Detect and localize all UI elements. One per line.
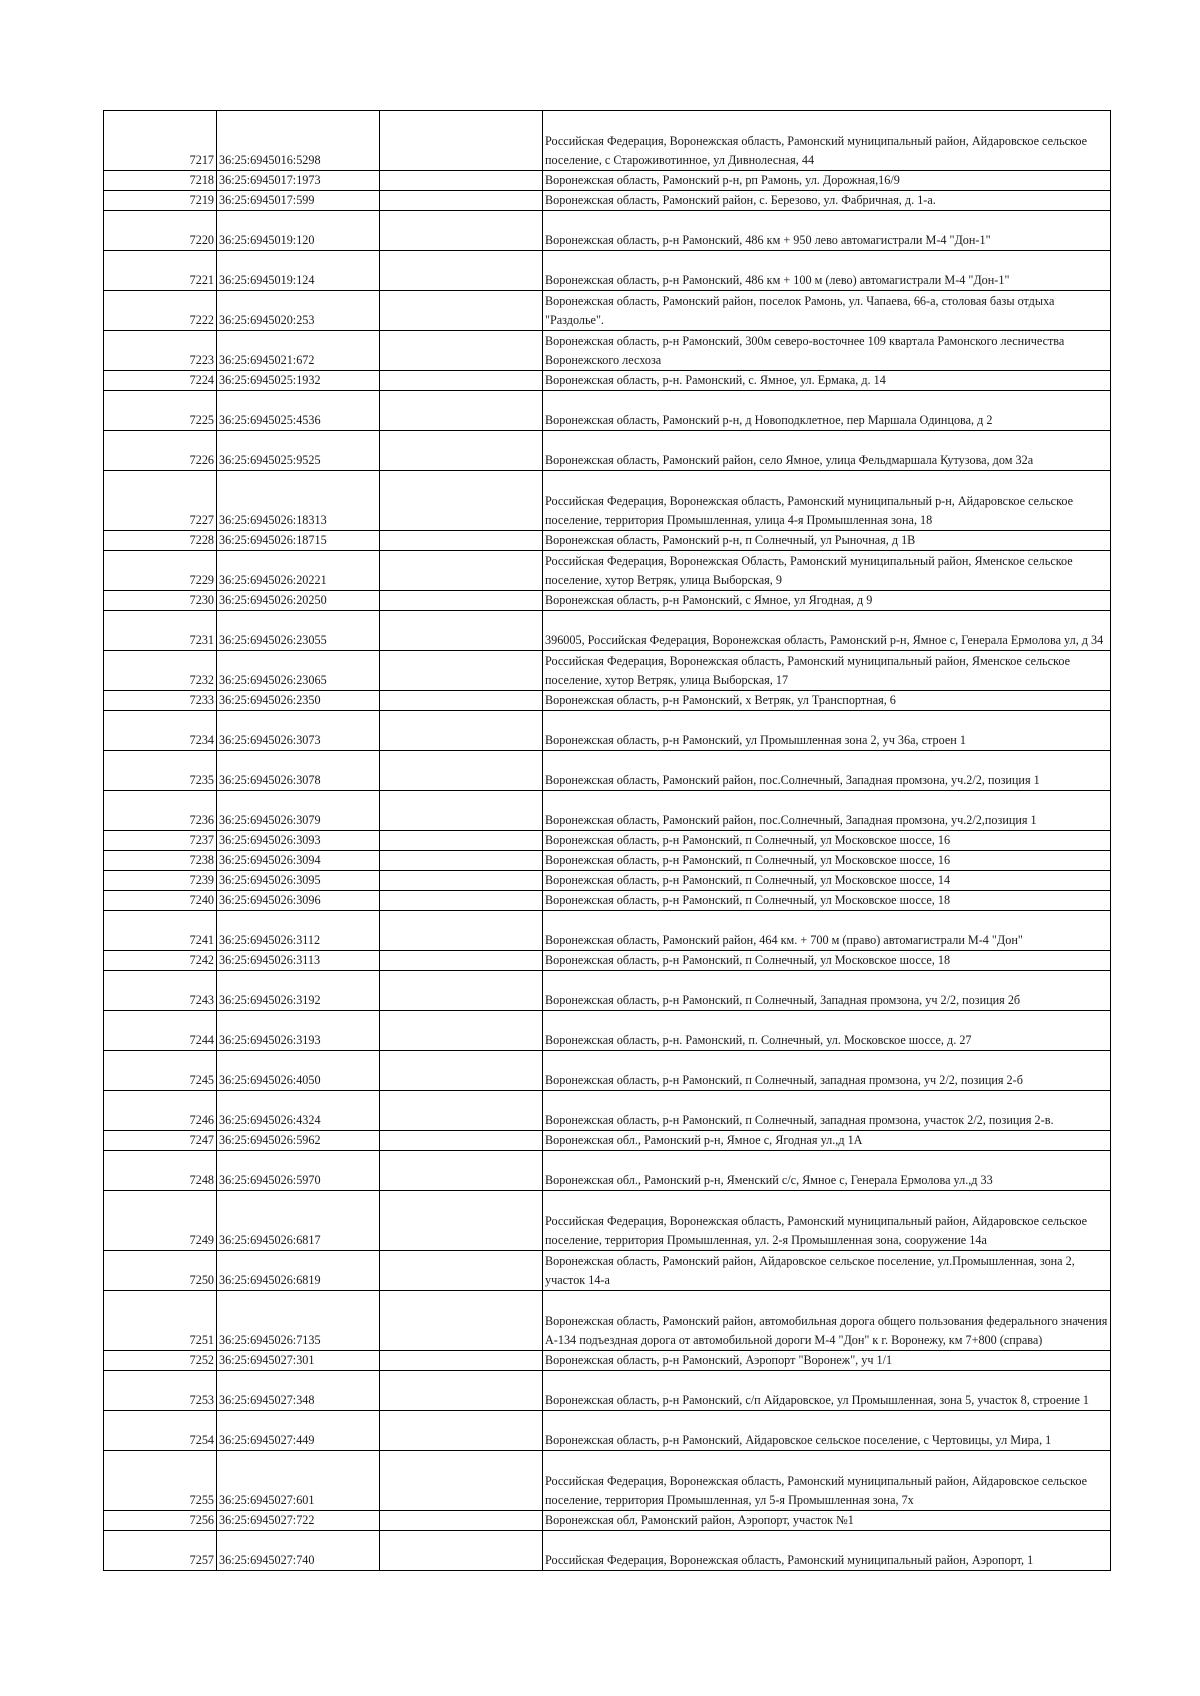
cadastral-number: 36:25:6945025:1932 xyxy=(217,371,380,391)
table-row xyxy=(104,611,1111,651)
address-cell: Воронежская область, Рамонский район, автомобильная дорога общего пользования федерального значения А-134 подъездная дорога от автомобильной дороги М-4 "Дон" к г. Воронежу, км 7+800 (справа) xyxy=(543,1291,1111,1351)
row-number: 7219 xyxy=(104,191,217,211)
cadastral-number: 36:25:6945017:1973 xyxy=(217,171,380,191)
table-row xyxy=(104,331,1111,371)
cadastral-number: 36:25:6945027:601 xyxy=(217,1451,380,1511)
table-row xyxy=(104,971,1111,1011)
empty-cell xyxy=(380,211,543,251)
table-row xyxy=(104,1051,1111,1091)
cadastral-number: 36:25:6945025:9525 xyxy=(217,431,380,471)
table-row xyxy=(104,431,1111,471)
table-row xyxy=(104,1411,1111,1451)
cadastral-number: 36:25:6945026:5970 xyxy=(217,1151,380,1191)
cadastral-number: 36:25:6945027:348 xyxy=(217,1371,380,1411)
empty-cell xyxy=(380,1131,543,1151)
empty-cell xyxy=(380,1451,543,1511)
table-row xyxy=(104,171,1111,191)
row-number: 7256 xyxy=(104,1511,217,1531)
cadastral-number: 36:25:6945026:3078 xyxy=(217,751,380,791)
address-cell: Российская Федерация, Воронежская область, Рамонский муниципальный район, Яменское сельское поселение, хутор Ветряк, улица Выборская, 17 xyxy=(543,651,1111,691)
table-row xyxy=(104,391,1111,431)
empty-cell xyxy=(380,1091,543,1131)
cadastral-number: 36:25:6945026:3093 xyxy=(217,831,380,851)
empty-cell xyxy=(380,371,543,391)
row-number: 7235 xyxy=(104,751,217,791)
address-cell: Воронежская область, р-н Рамонский, с Ямное, ул Ягодная, д 9 xyxy=(543,591,1111,611)
row-number: 7221 xyxy=(104,251,217,291)
row-number: 7227 xyxy=(104,471,217,531)
address-cell: Воронежская область, р-н Рамонский, ул Промышленная зона 2, уч 36а, строен 1 xyxy=(543,711,1111,751)
cadastral-number: 36:25:6945026:18313 xyxy=(217,471,380,531)
cadastral-number: 36:25:6945026:3073 xyxy=(217,711,380,751)
address-cell: Воронежская область, р-н. Рамонский, п. Солнечный, ул. Московское шоссе, д. 27 xyxy=(543,1011,1111,1051)
cadastral-number: 36:25:6945026:3112 xyxy=(217,911,380,951)
row-number: 7220 xyxy=(104,211,217,251)
cadastral-number: 36:25:6945026:23055 xyxy=(217,611,380,651)
empty-cell xyxy=(380,1191,543,1251)
address-cell: Воронежская обл., Рамонский р-н, Ямное с, Ягодная ул.,д 1А xyxy=(543,1131,1111,1151)
address-cell: Воронежская область, р-н Рамонский, х Ветряк, ул Транспортная, 6 xyxy=(543,691,1111,711)
table-row xyxy=(104,1131,1111,1151)
address-cell: Воронежская область, Рамонский район, с. Березово, ул. Фабричная, д. 1-а. xyxy=(543,191,1111,211)
table-row xyxy=(104,1151,1111,1191)
row-number: 7257 xyxy=(104,1531,217,1571)
address-cell: Воронежская область, р-н Рамонский, п Солнечный, ул Московское шоссе, 14 xyxy=(543,871,1111,891)
cadastral-number: 36:25:6945020:253 xyxy=(217,291,380,331)
row-number: 7243 xyxy=(104,971,217,1011)
row-number: 7252 xyxy=(104,1351,217,1371)
empty-cell xyxy=(380,891,543,911)
cadastral-number: 36:25:6945026:23065 xyxy=(217,651,380,691)
table-body xyxy=(104,111,1111,1571)
cadastral-number: 36:25:6945026:3192 xyxy=(217,971,380,1011)
cadastral-number: 36:25:6945027:740 xyxy=(217,1531,380,1571)
empty-cell xyxy=(380,1351,543,1371)
row-number: 7234 xyxy=(104,711,217,751)
table-row xyxy=(104,651,1111,691)
address-cell: Российская Федерация, Воронежская Область, Рамонский муниципальный район, Яменское сельское поселение, хутор Ветряк, улица Выборская, 9 xyxy=(543,551,1111,591)
table-row xyxy=(104,1371,1111,1411)
empty-cell xyxy=(380,691,543,711)
table-row xyxy=(104,211,1111,251)
empty-cell xyxy=(380,1411,543,1451)
empty-cell xyxy=(380,331,543,371)
cadastral-number: 36:25:6945025:4536 xyxy=(217,391,380,431)
row-number: 7254 xyxy=(104,1411,217,1451)
cadastral-number: 36:25:6945026:3095 xyxy=(217,871,380,891)
table-row xyxy=(104,551,1111,591)
row-number: 7232 xyxy=(104,651,217,691)
row-number: 7225 xyxy=(104,391,217,431)
table-row xyxy=(104,251,1111,291)
address-cell: Российская Федерация, Воронежская область, Рамонский муниципальный р-н, Айдаровское сельское поселение, территория Промышленная, улица 4-я Промышленная зона, 18 xyxy=(543,471,1111,531)
cadastral-number: 36:25:6945027:301 xyxy=(217,1351,380,1371)
row-number: 7230 xyxy=(104,591,217,611)
address-cell: Воронежская обл, Рамонский район, Аэропорт, участок №1 xyxy=(543,1511,1111,1531)
address-cell: Воронежская область, Рамонский район, Айдаровское сельское поселение, ул.Промышленная, зона 2, участок 14-а xyxy=(543,1251,1111,1291)
empty-cell xyxy=(380,1051,543,1091)
empty-cell xyxy=(380,871,543,891)
empty-cell xyxy=(380,431,543,471)
address-cell: Воронежская область, р-н Рамонский, Аэропорт "Воронеж", уч 1/1 xyxy=(543,1351,1111,1371)
empty-cell xyxy=(380,531,543,551)
table-row xyxy=(104,1291,1111,1351)
address-cell: Воронежская область, р-н Рамонский, 300м северо-восточнее 109 квартала Рамонского лесничества Воронежского лесхоза xyxy=(543,331,1111,371)
empty-cell xyxy=(380,651,543,691)
table-row xyxy=(104,1011,1111,1051)
cadastral-number: 36:25:6945026:3113 xyxy=(217,951,380,971)
empty-cell xyxy=(380,951,543,971)
cadastral-number: 36:25:6945026:20221 xyxy=(217,551,380,591)
cadastral-number: 36:25:6945026:7135 xyxy=(217,1291,380,1351)
empty-cell xyxy=(380,611,543,651)
row-number: 7255 xyxy=(104,1451,217,1511)
empty-cell xyxy=(380,1291,543,1351)
address-cell: Воронежская область, р-н Рамонский, 486 км + 950 лево автомагистрали М-4 "Дон-1" xyxy=(543,211,1111,251)
address-cell: Воронежская область, Рамонский р-н, д Новоподклетное, пер Маршала Одинцова, д 2 xyxy=(543,391,1111,431)
table-row xyxy=(104,1451,1111,1511)
table-row xyxy=(104,291,1111,331)
row-number: 7229 xyxy=(104,551,217,591)
empty-cell xyxy=(380,251,543,291)
table-row xyxy=(104,791,1111,831)
cadastral-number: 36:25:6945027:722 xyxy=(217,1511,380,1531)
row-number: 7228 xyxy=(104,531,217,551)
table-row xyxy=(104,1351,1111,1371)
address-cell: Воронежская область, р-н Рамонский, с/п Айдаровское, ул Промышленная, зона 5, участок 8, строение 1 xyxy=(543,1371,1111,1411)
address-cell: Воронежская область, р-н Рамонский, п Солнечный, ул Московское шоссе, 18 xyxy=(543,951,1111,971)
row-number: 7218 xyxy=(104,171,217,191)
address-cell: Российская Федерация, Воронежская область, Рамонский муниципальный район, Айдаровское сельское поселение, территория Промышленная, ул. 2-я Промышленная зона, сооружение 14а xyxy=(543,1191,1111,1251)
address-cell: Воронежская область, Рамонский район, 464 км. + 700 м (право) автомагистрали М-4 "Дон" xyxy=(543,911,1111,951)
table-row xyxy=(104,711,1111,751)
cadastral-number: 36:25:6945026:6817 xyxy=(217,1191,380,1251)
row-number: 7224 xyxy=(104,371,217,391)
table-row xyxy=(104,1531,1111,1571)
row-number: 7251 xyxy=(104,1291,217,1351)
row-number: 7226 xyxy=(104,431,217,471)
cadastral-number: 36:25:6945026:4324 xyxy=(217,1091,380,1131)
empty-cell xyxy=(380,191,543,211)
row-number: 7240 xyxy=(104,891,217,911)
row-number: 7245 xyxy=(104,1051,217,1091)
empty-cell xyxy=(380,711,543,751)
empty-cell xyxy=(380,791,543,831)
empty-cell xyxy=(380,171,543,191)
address-cell: Воронежская область, Рамонский район, пос.Солнечный, Западная промзона, уч.2/2,позиция 1 xyxy=(543,791,1111,831)
empty-cell xyxy=(380,851,543,871)
table-row xyxy=(104,911,1111,951)
row-number: 7231 xyxy=(104,611,217,651)
empty-cell xyxy=(380,1151,543,1191)
address-cell: Воронежская область, р-н Рамонский, п Солнечный, западная промзона, участок 2/2, позиция 2-в. xyxy=(543,1091,1111,1131)
empty-cell xyxy=(380,1531,543,1571)
empty-cell xyxy=(380,751,543,791)
table-row xyxy=(104,1511,1111,1531)
row-number: 7217 xyxy=(104,111,217,171)
cadastral-number: 36:25:6945019:120 xyxy=(217,211,380,251)
cadastral-number: 36:25:6945026:5962 xyxy=(217,1131,380,1151)
empty-cell xyxy=(380,291,543,331)
cadastral-number: 36:25:6945027:449 xyxy=(217,1411,380,1451)
row-number: 7247 xyxy=(104,1131,217,1151)
table-row xyxy=(104,691,1111,711)
cadastral-number: 36:25:6945026:6819 xyxy=(217,1251,380,1291)
table-row xyxy=(104,871,1111,891)
address-cell: Воронежская область, р-н Рамонский, Айдаровское сельское поселение, с Чертовицы, ул Мира, 1 xyxy=(543,1411,1111,1451)
row-number: 7237 xyxy=(104,831,217,851)
row-number: 7239 xyxy=(104,871,217,891)
row-number: 7241 xyxy=(104,911,217,951)
table-row xyxy=(104,111,1111,171)
table-row xyxy=(104,1091,1111,1131)
empty-cell xyxy=(380,1371,543,1411)
empty-cell xyxy=(380,1511,543,1531)
cadastral-number: 36:25:6945026:18715 xyxy=(217,531,380,551)
table-row xyxy=(104,531,1111,551)
table-row xyxy=(104,191,1111,211)
row-number: 7242 xyxy=(104,951,217,971)
cadastral-number: 36:25:6945017:599 xyxy=(217,191,380,211)
address-cell: Воронежская обл., Рамонский р-н, Яменский с/с, Ямное с, Генерала Ермолова ул.,д 33 xyxy=(543,1151,1111,1191)
address-cell: Воронежская область, Рамонский район, поселок Рамонь, ул. Чапаева, 66-а, столовая базы отдыха "Раздолье". xyxy=(543,291,1111,331)
cadastral-number: 36:25:6945016:5298 xyxy=(217,111,380,171)
row-number: 7249 xyxy=(104,1191,217,1251)
cadastral-number: 36:25:6945026:3193 xyxy=(217,1011,380,1051)
cadastral-number: 36:25:6945019:124 xyxy=(217,251,380,291)
cadastral-number: 36:25:6945026:3094 xyxy=(217,851,380,871)
address-cell: Воронежская область, Рамонский р-н, рп Рамонь, ул. Дорожная,16/9 xyxy=(543,171,1111,191)
row-number: 7223 xyxy=(104,331,217,371)
empty-cell xyxy=(380,551,543,591)
table-row xyxy=(104,471,1111,531)
empty-cell xyxy=(380,111,543,171)
cadastral-number: 36:25:6945026:3096 xyxy=(217,891,380,911)
row-number: 7246 xyxy=(104,1091,217,1131)
table-row xyxy=(104,831,1111,851)
row-number: 7250 xyxy=(104,1251,217,1291)
table-row xyxy=(104,1191,1111,1251)
cadastral-number: 36:25:6945026:4050 xyxy=(217,1051,380,1091)
address-cell: Воронежская область, р-н Рамонский, п Солнечный, Западная промзона, уч 2/2, позиция 2б xyxy=(543,971,1111,1011)
empty-cell xyxy=(380,911,543,951)
table-row xyxy=(104,751,1111,791)
address-cell: Российская Федерация, Воронежская область, Рамонский муниципальный район, Аэропорт, 1 xyxy=(543,1531,1111,1571)
address-cell: Российская Федерация, Воронежская область, Рамонский муниципальный район, Айдаровское сельское поселение, с Староживотинное, ул Дивнолесная, 44 xyxy=(543,111,1111,171)
cadastral-number: 36:25:6945026:2350 xyxy=(217,691,380,711)
row-number: 7244 xyxy=(104,1011,217,1051)
address-cell: Воронежская область, р-н Рамонский, 486 км + 100 м (лево) автомагистрали М-4 "Дон-1" xyxy=(543,251,1111,291)
address-cell: 396005, Российская Федерация, Воронежская область, Рамонский р-н, Ямное с, Генерала Ермолова ул, д 34 xyxy=(543,611,1111,651)
address-cell: Воронежская область, р-н Рамонский, п Солнечный, ул Московское шоссе, 16 xyxy=(543,851,1111,871)
cadastral-number: 36:25:6945021:672 xyxy=(217,331,380,371)
empty-cell xyxy=(380,1251,543,1291)
address-cell: Российская Федерация, Воронежская область, Рамонский муниципальный район, Айдаровское сельское поселение, территория Промышленная, ул 5-я Промышленная зона, 7х xyxy=(543,1451,1111,1511)
row-number: 7238 xyxy=(104,851,217,871)
address-cell: Воронежская область, р-н Рамонский, п Солнечный, ул Московское шоссе, 18 xyxy=(543,891,1111,911)
table-row xyxy=(104,1251,1111,1291)
row-number: 7253 xyxy=(104,1371,217,1411)
address-cell: Воронежская область, р-н. Рамонский, с. Ямное, ул. Ермака, д. 14 xyxy=(543,371,1111,391)
empty-cell xyxy=(380,831,543,851)
address-cell: Воронежская область, Рамонский район, село Ямное, улица Фельдмаршала Кутузова, дом 32а xyxy=(543,431,1111,471)
address-cell: Воронежская область, Рамонский р-н, п Солнечный, ул Рыночная, д 1В xyxy=(543,531,1111,551)
table-row xyxy=(104,371,1111,391)
empty-cell xyxy=(380,1011,543,1051)
empty-cell xyxy=(380,391,543,431)
cadastral-number: 36:25:6945026:3079 xyxy=(217,791,380,831)
row-number: 7236 xyxy=(104,791,217,831)
table-row xyxy=(104,851,1111,871)
row-number: 7222 xyxy=(104,291,217,331)
cadastral-table xyxy=(103,110,1111,1571)
table-row xyxy=(104,891,1111,911)
address-cell: Воронежская область, Рамонский район, пос.Солнечный, Западная промзона, уч.2/2, позиция 1 xyxy=(543,751,1111,791)
empty-cell xyxy=(380,591,543,611)
address-cell: Воронежская область, р-н Рамонский, п Солнечный, ул Московское шоссе, 16 xyxy=(543,831,1111,851)
table-row xyxy=(104,951,1111,971)
row-number: 7248 xyxy=(104,1151,217,1191)
empty-cell xyxy=(380,971,543,1011)
table-row xyxy=(104,591,1111,611)
cadastral-number: 36:25:6945026:20250 xyxy=(217,591,380,611)
row-number: 7233 xyxy=(104,691,217,711)
address-cell: Воронежская область, р-н Рамонский, п Солнечный, западная промзона, уч 2/2, позиция 2-б xyxy=(543,1051,1111,1091)
empty-cell xyxy=(380,471,543,531)
